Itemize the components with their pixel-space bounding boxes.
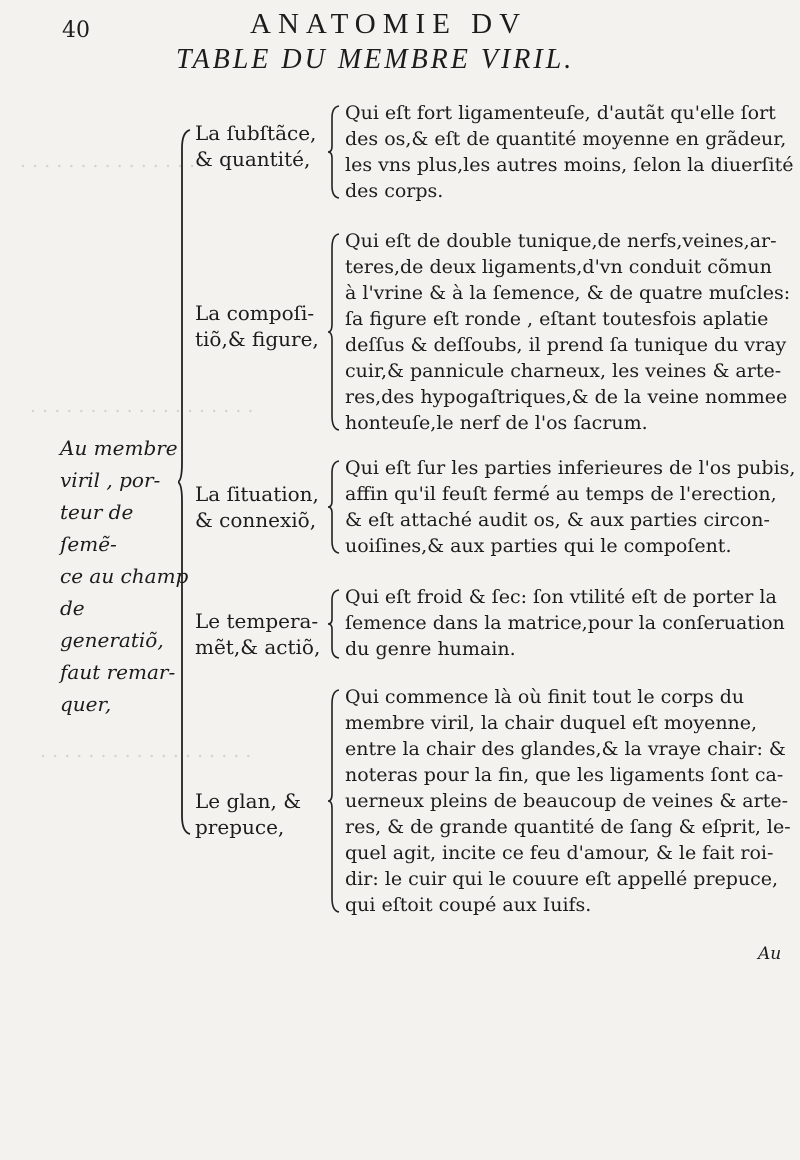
text-line: dir: le cuir qui le couure eſt appellé prepuce,: [345, 868, 779, 890]
section-brace: [327, 688, 341, 914]
left-label-line: faut remar-: [60, 660, 176, 684]
text-line: deſſus & deſſoubs, il prend ſa tunique du vray: [345, 334, 787, 356]
section-label: [195, 120, 330, 172]
section-brace: [327, 104, 341, 200]
section-label: [195, 788, 330, 840]
section-label-line: Le glan, &: [195, 789, 301, 813]
left-label-line: teur de ſemẽ-: [60, 500, 134, 556]
text-line: Qui commence là où finit tout le corps du: [345, 686, 745, 708]
text-line: entre la chair des glandes,& la vraye chair: &: [345, 738, 786, 760]
section-label-line: prepuce,: [195, 815, 285, 839]
left-label-line: Au membre: [60, 436, 178, 460]
section-label: [195, 481, 330, 533]
section-label-line: La compoſi-: [195, 301, 315, 325]
section-text: [345, 100, 794, 204]
section-label-line: mẽt,& actiõ,: [195, 635, 321, 659]
running-title: ANATOMIE DV: [250, 8, 528, 40]
left-label-line: quer,: [60, 692, 112, 716]
section-label-line: & quantité,: [195, 147, 311, 171]
text-line: ſa figure eſt ronde , eſtant toutesfois aplatie: [345, 308, 769, 330]
text-line: uoiſines,& aux parties qui le compoſent.: [345, 535, 732, 557]
table-title: TABLE DU MEMBRE VIRIL.: [176, 44, 575, 75]
section-text: [345, 584, 790, 662]
section-label-line: & connexiõ,: [195, 508, 317, 532]
section-label-line: La ſubſtãce,: [195, 121, 317, 145]
section-brace: [327, 459, 341, 555]
text-line: res, & de grande quantité de ſang & eſprit, le-: [345, 816, 791, 838]
section-label-line: La ſituation,: [195, 482, 319, 506]
text-line: des os,& eſt de quantité moyenne en grãdeur,: [345, 128, 787, 150]
left-label: [60, 432, 190, 720]
text-line: teres,de deux ligaments,d'vn conduit cõmun: [345, 256, 772, 278]
text-line: Qui eſt fort ligamenteuſe, d'autãt qu'elle ſort: [345, 102, 776, 124]
show-through-text: . . . . . . . . . . . . . . . . . .: [40, 740, 252, 762]
left-label-line: viril , por-: [60, 468, 161, 492]
left-label-line: ce au champ: [60, 564, 189, 588]
section-text: [345, 684, 790, 918]
text-line: des corps.: [345, 180, 444, 202]
left-label-line: de generatiõ,: [60, 596, 164, 652]
text-line: Qui eſt froid & ſec: ſon vtilité eſt de porter la: [345, 586, 777, 608]
text-line: uerneux pleins de beaucoup de veines & arte-: [345, 790, 788, 812]
section-text: [345, 455, 796, 559]
section-label-line: Le tempera-: [195, 609, 319, 633]
catchword: Au: [758, 944, 782, 964]
text-line: les vns plus,les autres moins, ſelon la diuerſité: [345, 154, 794, 176]
text-line: Qui eſt ſur les parties inferieures de l'os pubis,: [345, 457, 796, 479]
text-line: cuir,& pannicule charneux, les veines & arte-: [345, 360, 782, 382]
section-brace: [327, 232, 341, 432]
text-line: qui eſtoit coupé aux Iuifs.: [345, 894, 592, 916]
main-brace: [178, 128, 192, 836]
text-line: affin qu'il feuſt fermé au temps de l'erection,: [345, 483, 777, 505]
show-through-text: . . . . . . . . . . . . . . . . . . .: [30, 395, 254, 417]
text-line: Qui eſt de double tunique,de nerfs,veines,ar-: [345, 230, 777, 252]
section-text: [345, 228, 790, 436]
section-label-line: tiõ,& figure,: [195, 327, 319, 351]
text-line: noteras pour la fin, que les ligaments ſont ca-: [345, 764, 784, 786]
text-line: quel agit, incite ce feu d'amour, & le fait roi-: [345, 842, 774, 864]
text-line: à l'vrine & à la ſemence, & de quatre muſcles:: [345, 282, 791, 304]
page-number: 40: [62, 18, 90, 43]
text-line: & eſt attaché audit os, & aux parties circon-: [345, 509, 770, 531]
section-brace: [327, 588, 341, 660]
text-line: membre viril, la chair duquel eſt moyenne,: [345, 712, 758, 734]
text-line: du genre humain.: [345, 638, 516, 660]
section-label: [195, 300, 330, 352]
text-line: ſemence dans la matrice,pour la conſeruation: [345, 612, 785, 634]
text-line: res,des hypogaſtriques,& de la veine nommee: [345, 386, 788, 408]
section-label: [195, 608, 330, 660]
show-through-text: . . . . . . . . . . . . . . .: [20, 150, 196, 172]
text-line: honteuſe,le nerf de l'os ſacrum.: [345, 412, 648, 434]
